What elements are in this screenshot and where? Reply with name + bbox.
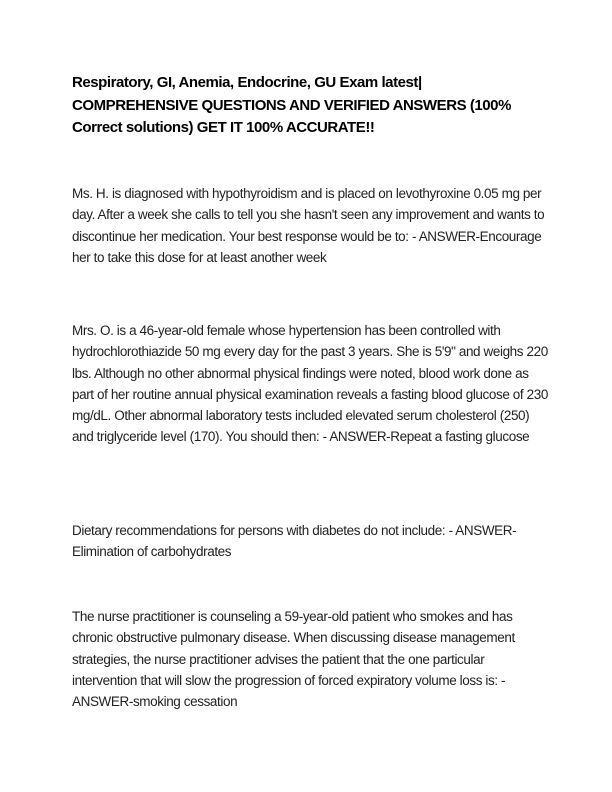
question-answer-4: The nurse practitioner is counseling a 59-year-old patient who smokes and has chronic obstructive pulmonary disease. When discussing disease management strategies, the nurse practitioner advises the patient that the one particular intervention that will slow the progression of forced expiratory volume loss is: - ANSWER-smoking cessation	[72, 609, 515, 710]
document-title: Respiratory, GI, Anemia, Endocrine, GU Exam latest| COMPREHENSIVE QUESTIONS AND VERIFIED ANSWERS (100% Correct solutions) GET IT 100% ACCURATE!!	[72, 74, 511, 136]
question-answer-3: Dietary recommendations for persons with diabetes do not include: - ANSWER-Elimination of carbohydrates	[72, 523, 517, 560]
question-answer-2: Mrs. O. is a 46-year-old female whose hypertension has been controlled with hydrochlorothiazide 50 mg every day for the past 3 years. She is 5'9" and weighs 220 lbs. Although no other abnormal physical findings were noted, blood work done as part of her routine annual physical examination reveals a fasting blood glucose of 230 mg/dL. Other abnormal laboratory tests included elevated serum cholesterol (250) and triglyceride level (170). You should then: - ANSWER-Repeat a fasting glucose	[72, 323, 548, 445]
question-answer-1: Ms. H. is diagnosed with hypothyroidism and is placed on levothyroxine 0.05 mg per day. After a week she calls to tell you she hasn't seen any improvement and wants to discontinue her medication. Your best response would be to: - ANSWER-Encourage her to take this dose for at least another week	[72, 186, 545, 265]
